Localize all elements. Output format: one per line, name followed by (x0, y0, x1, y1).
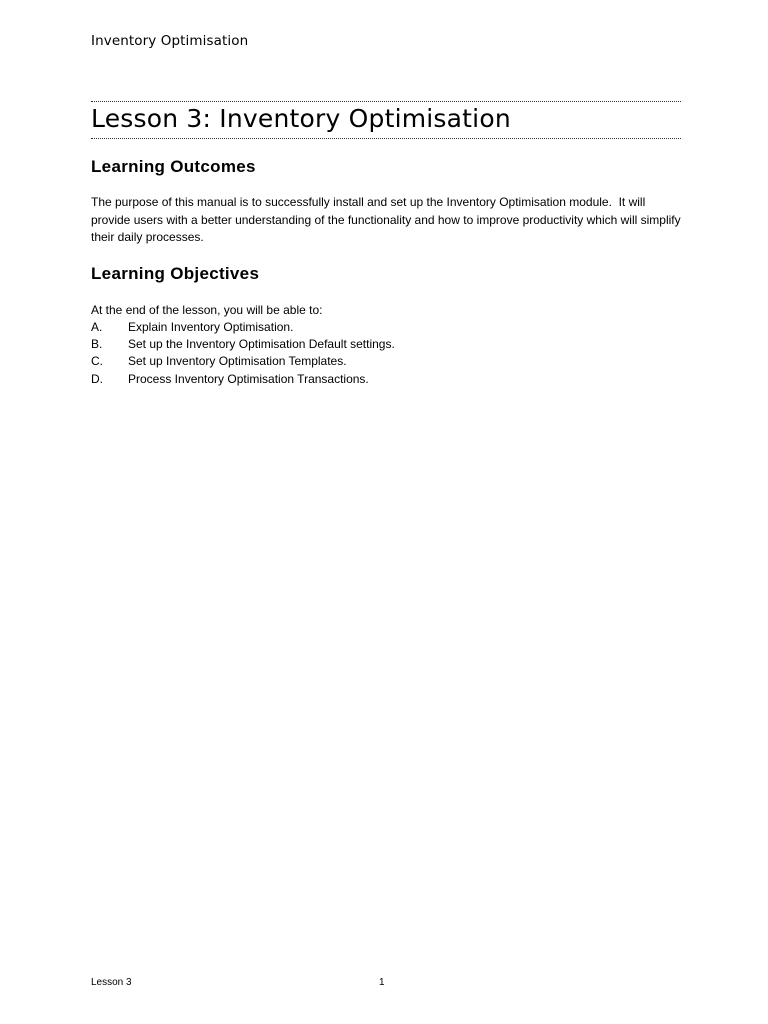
learning-outcomes-heading: Learning Outcomes (91, 157, 256, 176)
running-header: Inventory Optimisation (91, 33, 249, 49)
objective-text: Process Inventory Optimisation Transactions. (128, 371, 369, 386)
objective-text: Set up the Inventory Optimisation Default settings. (128, 337, 395, 352)
objective-letter: D. (91, 371, 103, 386)
footer-page-number: 1 (379, 977, 385, 988)
objective-letter: B. (91, 337, 103, 352)
objective-text: Explain Inventory Optimisation. (128, 320, 294, 334)
learning-objectives-heading: Learning Objectives (91, 264, 260, 283)
objective-letter: A. (91, 320, 103, 334)
page-title: Lesson 3: Inventory Optimisation (91, 104, 511, 133)
learning-objectives-intro: At the end of the lesson, you will be able to: (91, 303, 323, 317)
objective-letter: C. (91, 354, 103, 369)
objective-text: Set up Inventory Optimisation Templates. (128, 354, 347, 369)
footer-lesson-label: Lesson 3 (91, 977, 132, 988)
learning-outcomes-paragraph: The purpose of this manual is to successfully install and set up the Inventory Optimisation module. It will provide users with a better understanding of the functionality and how to improve productivity which will simplify their daily processes. (91, 195, 684, 244)
title-block (91, 101, 681, 139)
